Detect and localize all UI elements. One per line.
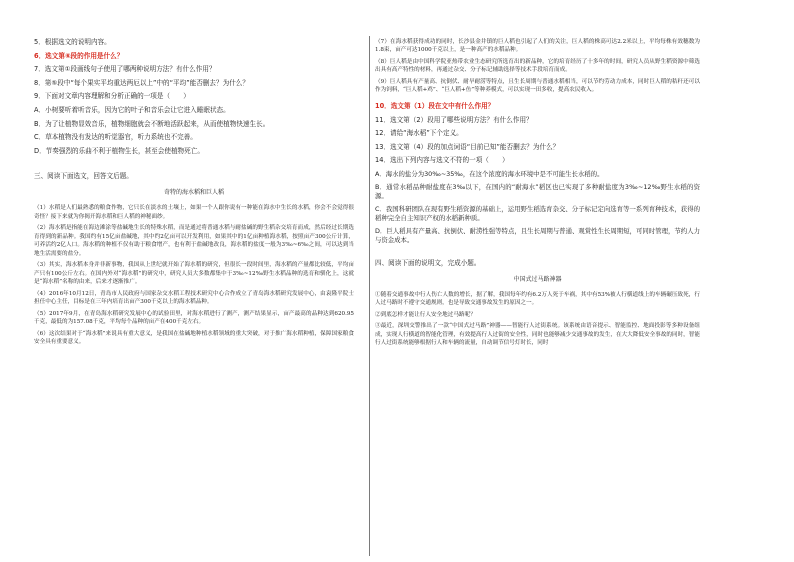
question-8: 8．第⑤段中“每个果实平均重达两厄以上”中的“平均”能否删去？为什么？ — [34, 78, 249, 87]
question-14-option-b: B．通常水稻品种耐盐度在3‰以下，在国内的“耐海水”稻区也已实现了多种耐盐度为3‰~12‰野生水稻的资源。 — [375, 182, 700, 200]
question-12: 12．请给“海水稻”下个定义。 — [375, 129, 463, 138]
section-3-heading: 三、阅读下面选文，回答文后题。 — [34, 172, 133, 181]
paragraph-4: （4）2016年10月12日，青岛市人民政府与国家杂交水稻工程技术研究中心合作成立了青岛海水稻研究发展中心，由袁隆平院士担任中心主任，目标是在三年内培育出亩产300千克以上的海水稻品种。 — [34, 290, 354, 305]
section-4-heading: 四、阅读下面的说明文，完成小题。 — [375, 258, 481, 267]
article2-paragraph-1: ①随着交通事故中行人伤亡人数的增长，据了解，我国每年约有6.2万人死于车祸，其中有53%被人行横道线上的车辆碾压致死，行人过马路时不遵守交通规则，也是导致交通事故发生的原因之一。 — [375, 291, 700, 306]
article-title: 奇特的海水稻和巨人稻 — [163, 189, 224, 197]
article2-paragraph-3: ③最近，深圳交警推出了一款“中国式过马路”神器——智能行人过街系统。该系统由语音提示、智能监控、地面投影等多种设备组成，实现人行横道的智能化管理，有效提高行人过街的安全性，同时也能够减少交通事故的发生，在大大降低安全事故的同时，智能行人过街系统能够根据行人和车辆的流量，自动调节信号灯时长，同时 — [375, 323, 700, 346]
paragraph-1: （1）水稻是人们最熟悉的粮食作物，它只长在淡水的土壤上，如果一个人跟你说有一种能在海水中生长的水稻，你会不会觉得很奇怪？接下来就为你揭开海水稻和巨人稻的神秘面纱。 — [34, 205, 354, 220]
paragraph-7: （7）在海水稻获得成功的同时，长沙县金井镇的巨人稻也引起了人们的关注，巨人稻的株高可达2.2米以上，平均每株有效穗数为1.8束，亩产可达1000千克以上，是一种高产的水稻品种。 — [375, 39, 700, 54]
question-9-option-b: B．为了让植物显效音乐，植物细胞就会不断地活跃起来，从而使植物快速生长。 — [34, 119, 270, 128]
question-6: 6．选文第⑥段的作用是什么？ — [34, 51, 124, 60]
left-column — [34, 38, 354, 350]
question-9-option-a: A．小树要听着听音乐，因为它的叶子和音乐会让它进入睡眠状态。 — [34, 105, 230, 114]
question-list-right — [375, 102, 700, 165]
question-14: 14．选出下列内容与选文不符的一项（ ） — [375, 156, 509, 165]
question-14-option-c: C．我国科研团队在现有野生稻资源的基础上，运用野生稻选育杂交、分子标记定向选育等一系列育种技术，获得的稻种完全自主知识产权的水稻新种质。 — [375, 204, 700, 222]
question-13: 13．选文第（4）段的加点词语“目前已知”能否删去？为什么？ — [375, 142, 560, 151]
article-body-right — [375, 38, 700, 95]
column-divider — [369, 36, 370, 556]
article2-body — [375, 291, 700, 348]
paragraph-2: （2）海水稻是指能在海边滩涂等盐碱地生长的特殊水稻，而是通过将普通水稻与耐盐碱的野生稻杂交培育而成，然后经过长期选育得到的新品种。我国约有15亿亩盐碱地，其中约2亿亩可以开发利用，如果其中的1亿亩种植海水稻，按照亩产300公斤计算，可养活约2亿人口。海水稻的种植不仅有助于粮食增产，也有利于盐碱地改良，海水稻的盐度一般为3‰~6‰之间，可以达到当地生活需要的盐分。 — [34, 225, 354, 257]
question-11: 11．选文第（2）段用了哪些说明方法？有什么作用？ — [375, 115, 533, 124]
paragraph-5: （5）2017年9月，在青岛海水稻研究发展中心的试验田里，对海水稻进行了测产，测产结果显示，亩产最高的品种达到620.95千克，最低的为157.08千克，平均每个品种的亩产在400千克左右。 — [34, 310, 354, 325]
right-column — [375, 38, 700, 351]
article-body-left — [34, 204, 354, 346]
paragraph-8: （8）巨人稻是由中国科学院亚热带农业生态研究所选育出的新品种，它的培育经历了十多年的时间，研究人员从野生稻资源中筛选出具有高产特性的材料，再通过杂交、分子标记辅助选择等技术手段培育而成。 — [375, 59, 700, 74]
question-9-option-d: D．节奏强烈的乐曲不利于植物生长，甚至会使植物死亡。 — [34, 146, 204, 155]
question-14-options — [375, 170, 700, 245]
question-10: 10．选文第（1）段在文中有什么作用？ — [375, 102, 495, 110]
question-14-option-a: A．海水的盐分为30‰~35‰，在这个浓度的海水环境中是不可能生长水稻的。 — [375, 169, 604, 178]
question-9: 9．下面对文章内容理解和分析正确的一项是（ ） — [34, 92, 190, 101]
question-5: 5．根据选文的说明内容。 — [34, 38, 111, 46]
paragraph-3: （3）其实，海水稻本身并非新事物，我国从上世纪就开始了海水稻的研究，但很长一段时间里，海水稻的产量都比较低，平均亩产只有100公斤左右。在国内外对“海水稻”的研究中，研究人员大多数都集中于3‰~12‰野生水稻品种的选育和驯化上，这就是“海水稻”名称的由来，后来才逐渐推广。 — [34, 262, 354, 285]
article2-title: 中国式过马路神器 — [513, 275, 562, 283]
question-9-option-c: C．草本植物没有发达的听觉器官，听力系统也不完善。 — [34, 133, 197, 142]
paragraph-6: （6）这次结果对于“海水稻”来说具有重大意义，是我国在盐碱地种植水稻领域的重大突破，对于推广海水稻种植，保障国家粮食安全具有重要意义。 — [34, 330, 354, 345]
question-14-option-d: D．巨人稻具有产量高、抗倒伏、耐涝性强等特点，且生长周期与普通、观赏性生长周期短，可同时管理，节约人力与资金成本。 — [375, 226, 700, 244]
question-list-left — [34, 38, 354, 156]
question-7: 7．选文第①段画线句子使用了哪两种说明方法？有什么作用？ — [34, 65, 216, 74]
article2-paragraph-2: ②到底怎样才能让行人安全地过马路呢？ — [375, 311, 476, 318]
paragraph-9: （9）巨人稻具有产量高、抗倒伏、耐旱耐涝等特点，且生长周期与普通水稻相当，可以节约劳动力成本，同时巨人稻的秸秆还可以作为饲料，“巨人稻+鸡”、“巨人稻+鱼”等种养模式，可以实现一田多收，提高农民收入。 — [375, 79, 700, 94]
